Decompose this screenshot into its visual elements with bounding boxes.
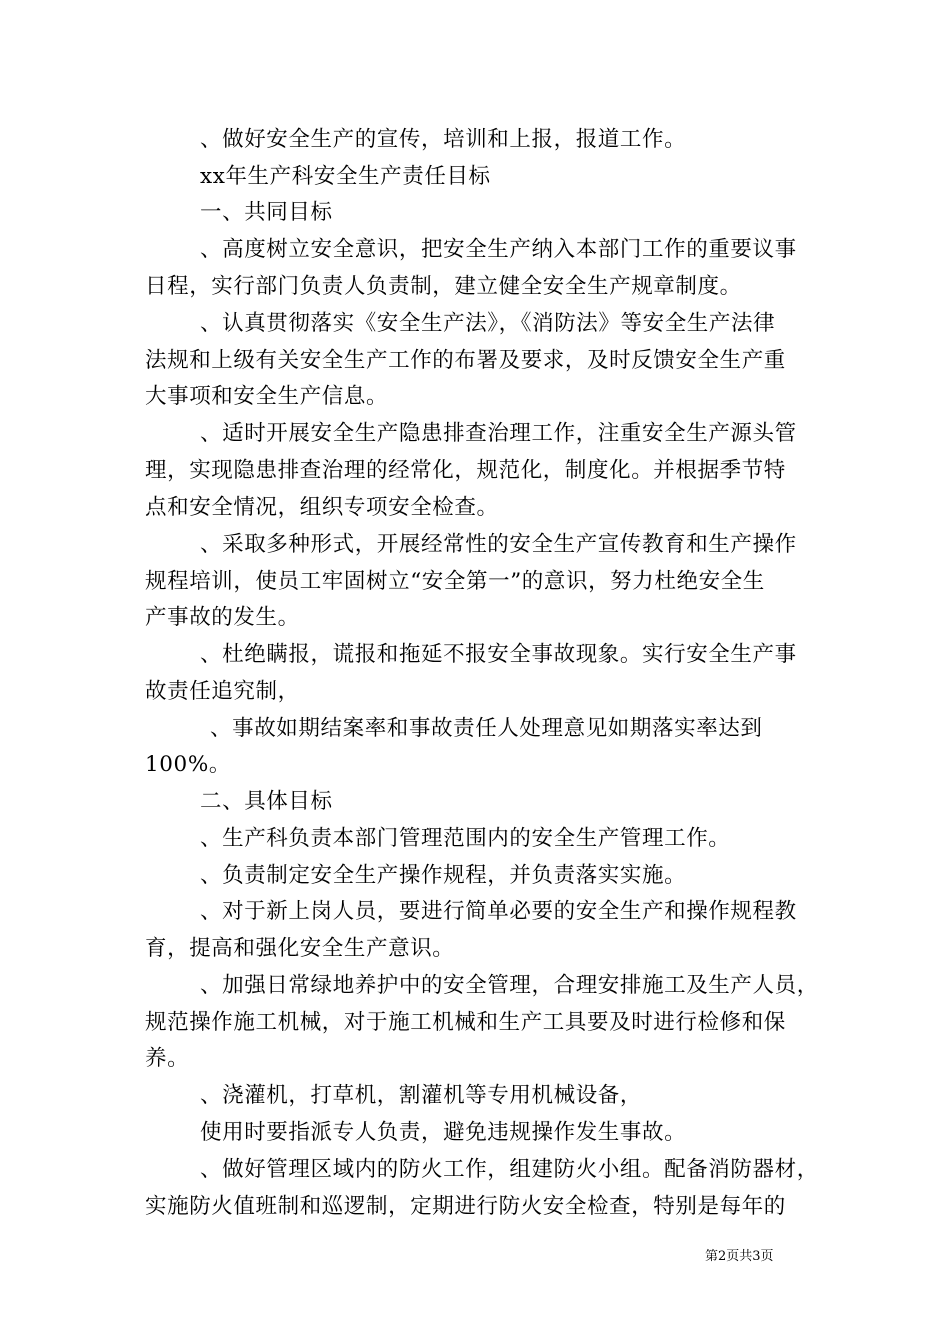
section-heading: 二、具体目标	[200, 789, 333, 814]
page-number: 第2页共3页	[705, 1249, 774, 1264]
text-line: 、杜绝瞒报，谎报和拖延不报安全事故现象。实行安全生产事	[200, 642, 797, 667]
text-line: 、采取多种形式，开展经常性的安全生产宣传教育和生产操作	[200, 532, 797, 557]
section-heading: xx年生产科安全生产责任目标	[200, 164, 491, 189]
text-line: 产事故的发生。	[145, 605, 300, 630]
text-line: 、生产科负责本部门管理范围内的安全生产管理工作。	[200, 826, 731, 851]
text-line: 规程培训，使员工牢固树立“安全第一”的意识，努力杜绝安全生	[145, 569, 765, 594]
text-line: 、做好管理区域内的防火工作，组建防火小组。配备消防器材，	[200, 1157, 819, 1182]
text-line: 使用时要指派专人负责，避免违规操作发生事故。	[200, 1120, 687, 1145]
text-line: 点和安全情况，组织专项安全检查。	[145, 495, 499, 520]
text-line: 、加强日常绿地养护中的安全管理，合理安排施工及生产人员，	[200, 973, 819, 998]
text-line: 、高度树立安全意识，把安全生产纳入本部门工作的重要议事	[200, 237, 797, 262]
text-line: 、对于新上岗人员，要进行简单必要的安全生产和操作规程教	[200, 899, 797, 924]
text-line: 大事项和安全生产信息。	[145, 384, 389, 409]
text-line: 规范操作施工机械，对于施工机械和生产工具要及时进行检修和保	[145, 1010, 786, 1035]
text-line: 、适时开展安全生产隐患排查治理工作，注重安全生产源头管	[200, 421, 797, 446]
text-line: 法规和上级有关安全生产工作的布署及要求，及时反馈安全生产重	[145, 348, 786, 373]
text-line: 、做好安全生产的宣传，培训和上报，报道工作。	[200, 127, 687, 152]
text-line: 育，提高和强化安全生产意识。	[145, 936, 455, 961]
text-line: 、负责制定安全生产操作规程，并负责落实实施。	[200, 863, 687, 888]
text-line: 理，实现隐患排查治理的经常化，规范化，制度化。并根据季节特	[145, 458, 786, 483]
text-line: 、事故如期结案率和事故责任人处理意见如期落实率达到	[210, 716, 763, 741]
text-line: 实施防火值班制和巡逻制，定期进行防火安全检查，特别是每年的	[145, 1194, 786, 1219]
text-line: 日程，实行部门负责人负责制，建立健全安全生产规章制度。	[145, 274, 742, 299]
text-line: 养。	[145, 1046, 190, 1071]
section-heading: 一、共同目标	[200, 200, 333, 225]
text-line: 故责任追究制，	[145, 679, 300, 704]
text-line: 、浇灌机，打草机，割灌机等专用机械设备，	[200, 1083, 643, 1108]
text-line: 100%。	[145, 752, 231, 777]
text-line: 、认真贯彻落实《安全生产法》，《消防法》等安全生产法律	[200, 311, 776, 336]
